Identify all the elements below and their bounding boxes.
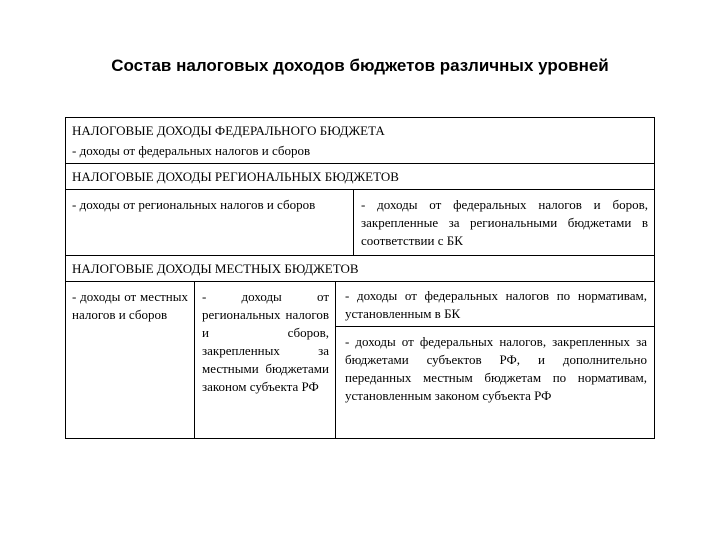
- regional-heading: НАЛОГОВЫЕ ДОХОДЫ РЕГИОНАЛЬНЫХ БЮДЖЕТОВ: [72, 169, 399, 184]
- local-col2-cell: [194, 281, 336, 439]
- regional-heading-row: [65, 163, 655, 190]
- local-col3-bottom-cell: [335, 326, 655, 439]
- regional-left-text: - доходы от региональных налогов и сборов: [72, 197, 316, 212]
- page-title: Состав налоговых доходов бюджетов различных уровней: [111, 56, 609, 75]
- regional-right-text: - доходы от федеральных налогов и боров, закрепленные за региональными бюджетами в соответствии с БК: [361, 197, 648, 248]
- regional-left-cell: [65, 189, 354, 256]
- local-col2-text: - доходы от региональных налогов и сборов, закрепленных за местными бюджетами законом субъекта РФ: [202, 289, 329, 394]
- local-col1-cell: [65, 281, 195, 439]
- federal-block: [65, 117, 655, 164]
- local-col3-bottom-text: - доходы от федеральных налогов, закрепленных за бюджетами субъектов РФ, и дополнительно переданных местным бюджетам по нормативам, установленным законом субъекта РФ: [345, 334, 647, 403]
- regional-right-cell: [353, 189, 655, 256]
- local-heading-row: [65, 255, 655, 282]
- local-col3-top-cell: [335, 281, 655, 327]
- federal-item: - доходы от федеральных налогов и сборов: [72, 143, 311, 158]
- local-col3-top-text: - доходы от федеральных налогов по нормативам, установленным в БК: [345, 288, 647, 321]
- local-col1-text: - доходы от местных налогов и сборов: [72, 289, 188, 322]
- local-heading: НАЛОГОВЫЕ ДОХОДЫ МЕСТНЫХ БЮДЖЕТОВ: [72, 261, 359, 276]
- federal-heading: НАЛОГОВЫЕ ДОХОДЫ ФЕДЕРАЛЬНОГО БЮДЖЕТА: [72, 123, 385, 138]
